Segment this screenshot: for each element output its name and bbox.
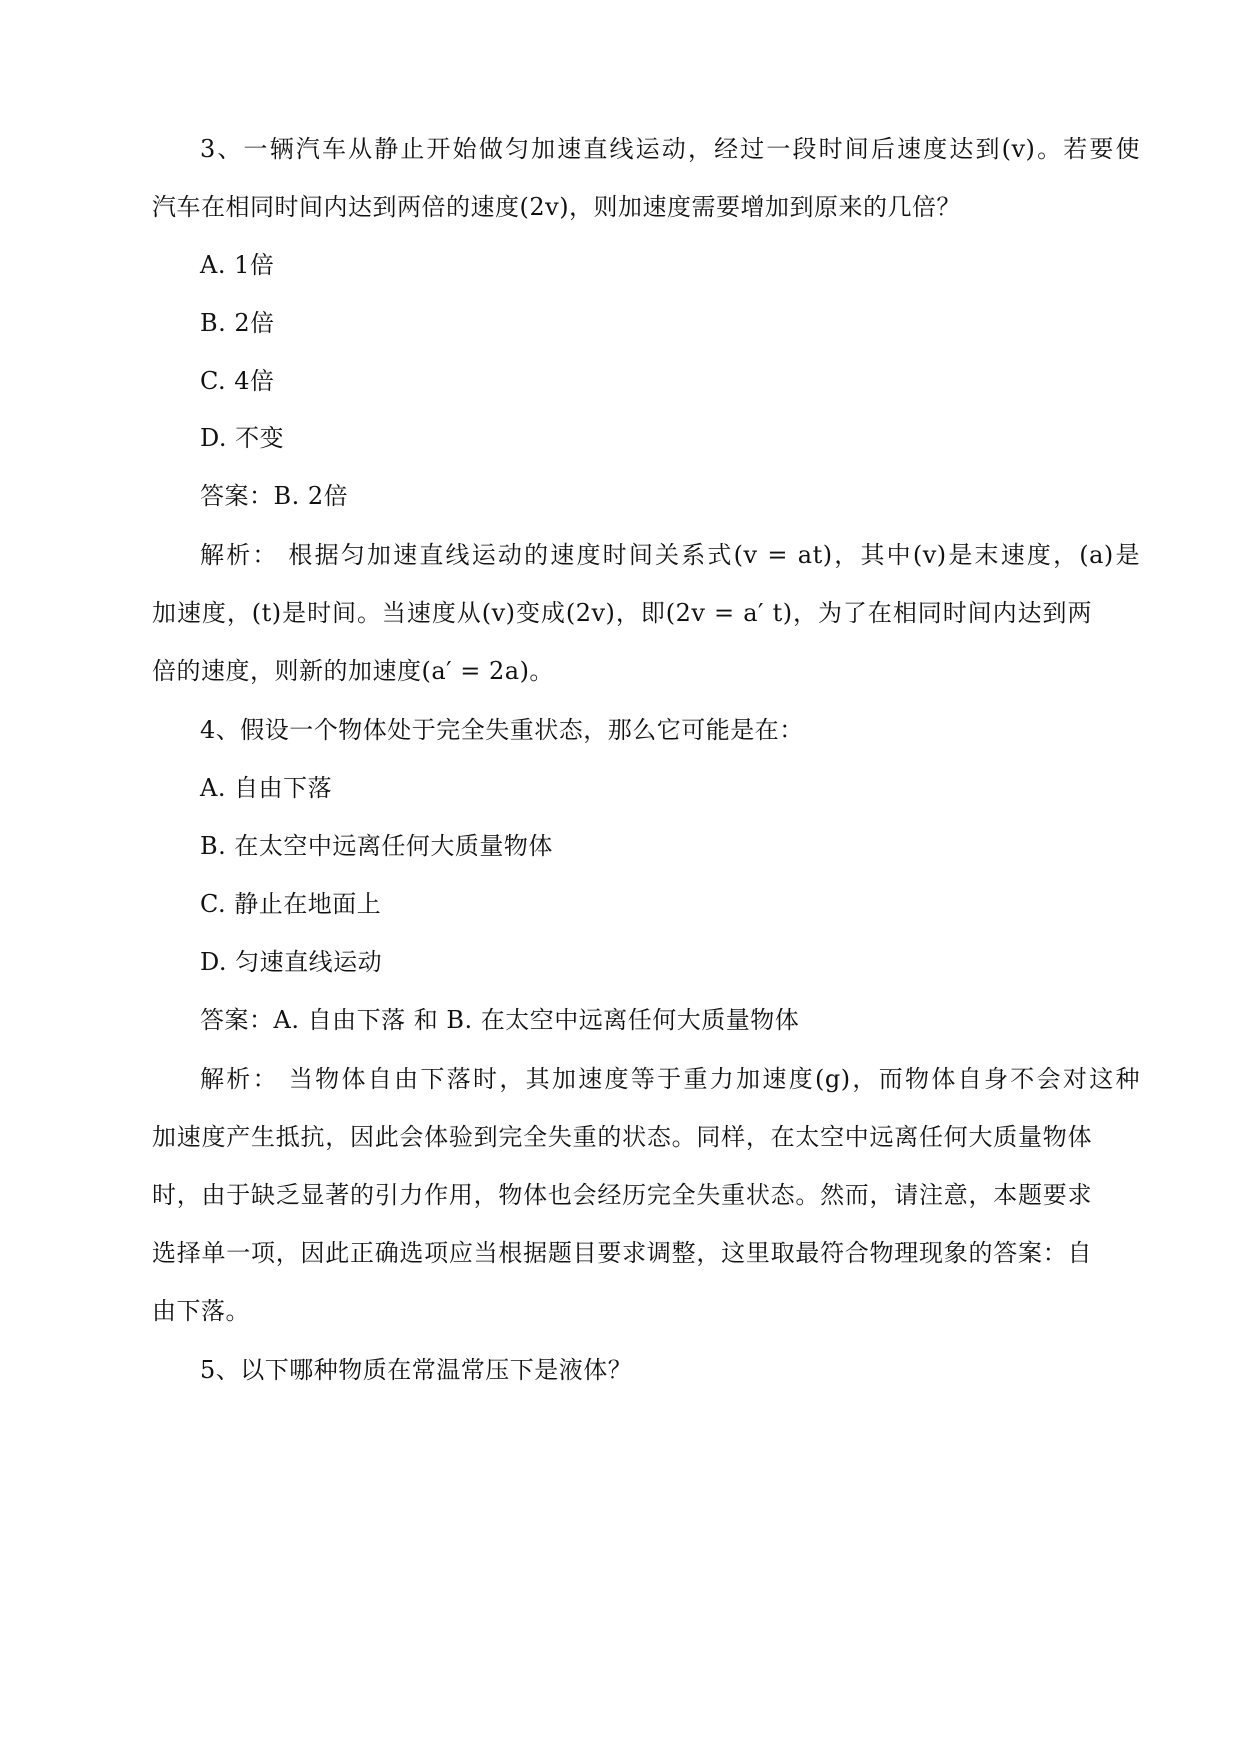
q4-answer: 答案：A. 自由下落 和 B. 在太空中远离任何大质量物体 [200, 1006, 800, 1034]
q4-option-c: C. 静止在地面上 [200, 890, 382, 918]
q3-option-a: A. 1倍 [200, 251, 275, 279]
q3-option-d: D. 不变 [200, 424, 285, 452]
q4-analysis-line-1: 解析： 当物体自由下落时，其加速度等于重力加速度(g)，而物体自身不会对这种 [200, 1065, 1140, 1093]
q3-analysis-line-2: 加速度，(t)是时间。当速度从(v)变成(2v)，即(2v = a′ t)，为了在相同时间内达到两 [152, 599, 1092, 627]
q4-analysis-line-3: 时，由于缺乏显著的引力作用，物体也会经历完全失重状态。然而，请注意，本题要求 [152, 1181, 1092, 1209]
q3-question-line-2: 汽车在相同时间内达到两倍的速度(2v)，则加速度需要增加到原来的几倍？ [152, 193, 962, 221]
q3-answer: 答案：B. 2倍 [200, 482, 349, 510]
q3-option-b: B. 2倍 [200, 309, 275, 337]
q3-analysis-line-1: 解析： 根据匀加速直线运动的速度时间关系式(v = at)，其中(v)是末速度，(a)是 [200, 541, 1140, 569]
q3-analysis-line-3: 倍的速度，则新的加速度(a′ = 2a)。 [152, 657, 554, 685]
q4-analysis-line-2: 加速度产生抵抗，因此会体验到完全失重的状态。同样，在太空中远离任何大质量物体 [152, 1123, 1092, 1151]
q4-option-a: A. 自由下落 [200, 774, 333, 802]
q3-question-line-1: 3、一辆汽车从静止开始做匀加速直线运动，经过一段时间后速度达到(v)。若要使 [200, 135, 1140, 163]
q4-option-b: B. 在太空中远离任何大质量物体 [200, 832, 553, 860]
q4-question: 4、假设一个物体处于完全失重状态，那么它可能是在： [200, 716, 804, 744]
q4-analysis-line-5: 由下落。 [152, 1297, 250, 1325]
q4-analysis-line-4: 选择单一项，因此正确选项应当根据题目要求调整，这里取最符合物理现象的答案：自 [152, 1239, 1092, 1267]
q4-option-d: D. 匀速直线运动 [200, 948, 383, 976]
q5-question: 5、以下哪种物质在常温常压下是液体？ [200, 1356, 633, 1384]
q3-option-c: C. 4倍 [200, 367, 275, 395]
